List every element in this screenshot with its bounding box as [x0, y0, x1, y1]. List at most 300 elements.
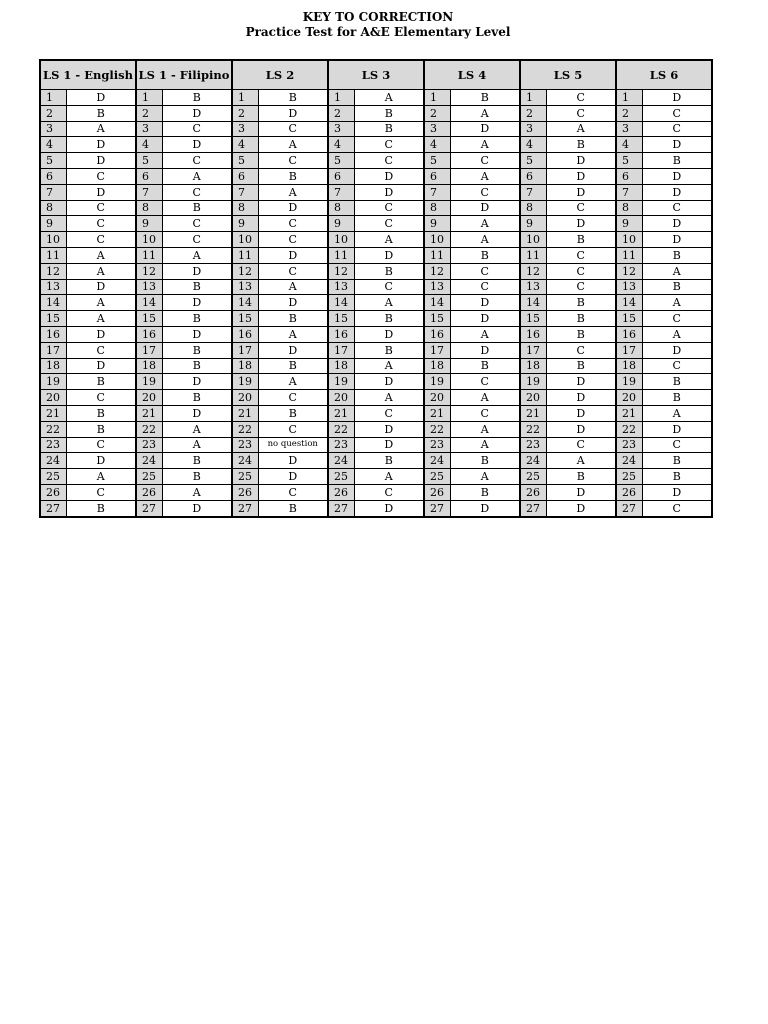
item-number: 10 [136, 232, 162, 248]
item-number: 9 [232, 216, 258, 232]
table-row [40, 105, 712, 121]
answer-cell: C [66, 168, 136, 184]
item-number: 7 [136, 184, 162, 200]
item-number: 12 [232, 263, 258, 279]
item-number: 7 [424, 184, 450, 200]
answer-cell: D [546, 216, 616, 232]
document-header [0, 10, 756, 40]
item-number: 4 [424, 137, 450, 153]
answer-cell: B [258, 168, 328, 184]
answer-cell: C [546, 105, 616, 121]
item-number: 6 [232, 168, 258, 184]
answer-cell: C [162, 184, 232, 200]
answer-key-table [39, 59, 713, 518]
answer-cell: B [354, 105, 424, 121]
answer-cell: D [66, 137, 136, 153]
item-number: 12 [40, 263, 66, 279]
answer-cell: B [642, 374, 712, 390]
answer-cell: D [354, 421, 424, 437]
item-number: 27 [616, 500, 642, 516]
item-number: 25 [616, 469, 642, 485]
column-header: LS 1 - English [40, 60, 136, 90]
item-number: 2 [520, 105, 546, 121]
table-row [40, 279, 712, 295]
answer-cell: D [162, 374, 232, 390]
item-number: 23 [40, 437, 66, 453]
answer-cell: D [66, 326, 136, 342]
answer-cell: A [354, 358, 424, 374]
item-number: 3 [424, 121, 450, 137]
answer-cell: C [66, 484, 136, 500]
item-number: 14 [232, 295, 258, 311]
item-number: 20 [232, 390, 258, 406]
answer-cell: C [66, 437, 136, 453]
item-number: 2 [136, 105, 162, 121]
answer-cell: B [642, 390, 712, 406]
item-number: 6 [616, 168, 642, 184]
table-row [40, 469, 712, 485]
item-number: 26 [424, 484, 450, 500]
answer-cell: D [546, 405, 616, 421]
table-row [40, 184, 712, 200]
table-row [40, 326, 712, 342]
answer-cell: D [66, 184, 136, 200]
item-number: 18 [232, 358, 258, 374]
item-number: 24 [40, 453, 66, 469]
table-row [40, 200, 712, 216]
answer-cell: D [258, 295, 328, 311]
answer-cell: A [450, 326, 520, 342]
answer-cell: B [642, 453, 712, 469]
item-number: 14 [136, 295, 162, 311]
answer-cell: B [162, 390, 232, 406]
answer-cell: D [642, 232, 712, 248]
item-number: 18 [520, 358, 546, 374]
item-number: 3 [616, 121, 642, 137]
table-row [40, 216, 712, 232]
item-number: 21 [616, 405, 642, 421]
item-number: 13 [40, 279, 66, 295]
answer-cell: A [162, 437, 232, 453]
answer-cell: B [258, 405, 328, 421]
item-number: 24 [424, 453, 450, 469]
answer-cell: D [450, 500, 520, 516]
answer-cell: B [450, 484, 520, 500]
answer-cell: D [642, 216, 712, 232]
answer-cell: D [258, 469, 328, 485]
item-number: 3 [520, 121, 546, 137]
answer-cell: A [162, 484, 232, 500]
answer-cell: D [66, 153, 136, 169]
item-number: 21 [520, 405, 546, 421]
item-number: 1 [136, 90, 162, 106]
answer-cell: B [450, 90, 520, 106]
item-number: 18 [136, 358, 162, 374]
item-number: 6 [40, 168, 66, 184]
answer-cell: C [162, 232, 232, 248]
item-number: 17 [424, 342, 450, 358]
item-number: 4 [616, 137, 642, 153]
answer-cell: D [450, 295, 520, 311]
answer-cell: D [162, 263, 232, 279]
item-number: 4 [328, 137, 354, 153]
table-row [40, 390, 712, 406]
answer-cell: D [546, 374, 616, 390]
answer-cell: A [354, 390, 424, 406]
answer-cell: A [66, 247, 136, 263]
table-row [40, 121, 712, 137]
item-number: 13 [232, 279, 258, 295]
item-number: 9 [616, 216, 642, 232]
answer-cell: A [66, 263, 136, 279]
answer-cell: A [450, 469, 520, 485]
answer-cell: A [162, 247, 232, 263]
item-number: 21 [328, 405, 354, 421]
answer-cell: A [642, 263, 712, 279]
answer-cell: A [258, 326, 328, 342]
table-row [40, 484, 712, 500]
answer-cell: D [162, 137, 232, 153]
item-number: 17 [136, 342, 162, 358]
item-number: 19 [328, 374, 354, 390]
item-number: 4 [520, 137, 546, 153]
item-number: 24 [232, 453, 258, 469]
answer-cell: C [642, 500, 712, 516]
item-number: 10 [40, 232, 66, 248]
answer-cell: B [642, 469, 712, 485]
answer-cell: B [546, 469, 616, 485]
answer-cell: B [450, 453, 520, 469]
item-number: 22 [232, 421, 258, 437]
item-number: 8 [40, 200, 66, 216]
answer-cell: B [258, 311, 328, 327]
item-number: 5 [328, 153, 354, 169]
item-number: 17 [328, 342, 354, 358]
answer-cell: D [258, 247, 328, 263]
answer-cell: B [546, 311, 616, 327]
item-number: 26 [328, 484, 354, 500]
table-row [40, 168, 712, 184]
item-number: 9 [424, 216, 450, 232]
item-number: 19 [520, 374, 546, 390]
answer-cell: A [66, 311, 136, 327]
answer-cell: C [450, 374, 520, 390]
item-number: 16 [616, 326, 642, 342]
answer-cell: C [354, 200, 424, 216]
item-number: 14 [40, 295, 66, 311]
item-number: 7 [328, 184, 354, 200]
item-number: 24 [136, 453, 162, 469]
answer-cell: C [258, 390, 328, 406]
item-number: 1 [616, 90, 642, 106]
item-number: 15 [424, 311, 450, 327]
column-header: LS 1 - Filipino [136, 60, 232, 90]
item-number: 8 [232, 200, 258, 216]
item-number: 11 [232, 247, 258, 263]
answer-cell: C [258, 263, 328, 279]
item-number: 18 [616, 358, 642, 374]
answer-cell: D [546, 184, 616, 200]
answer-cell: D [450, 200, 520, 216]
answer-cell: D [642, 90, 712, 106]
answer-cell: D [66, 453, 136, 469]
answer-cell: D [450, 342, 520, 358]
item-number: 23 [424, 437, 450, 453]
answer-cell: D [642, 184, 712, 200]
item-number: 6 [520, 168, 546, 184]
item-number: 26 [616, 484, 642, 500]
table-body [40, 90, 712, 517]
item-number: 13 [520, 279, 546, 295]
table-row [40, 232, 712, 248]
answer-cell: B [162, 469, 232, 485]
answer-cell: A [258, 184, 328, 200]
answer-cell: A [642, 326, 712, 342]
item-number: 14 [328, 295, 354, 311]
item-number: 19 [40, 374, 66, 390]
item-number: 22 [424, 421, 450, 437]
answer-cell: A [66, 295, 136, 311]
item-number: 23 [328, 437, 354, 453]
answer-cell: B [546, 232, 616, 248]
answer-cell: A [66, 469, 136, 485]
answer-cell: B [258, 90, 328, 106]
item-number: 22 [520, 421, 546, 437]
answer-cell: C [642, 121, 712, 137]
item-number: 18 [40, 358, 66, 374]
answer-cell: B [162, 279, 232, 295]
answer-cell: D [354, 184, 424, 200]
answer-cell: B [354, 453, 424, 469]
answer-cell: C [546, 263, 616, 279]
column-header: LS 3 [328, 60, 424, 90]
item-number: 27 [424, 500, 450, 516]
answer-cell: D [162, 295, 232, 311]
item-number: 27 [136, 500, 162, 516]
answer-cell: A [642, 405, 712, 421]
answer-cell: D [66, 358, 136, 374]
answer-cell: B [642, 247, 712, 263]
item-number: 25 [520, 469, 546, 485]
item-number: 24 [520, 453, 546, 469]
answer-cell: C [66, 216, 136, 232]
answer-cell: no question [258, 437, 328, 453]
table-row [40, 500, 712, 516]
answer-cell: C [258, 484, 328, 500]
answer-cell: C [450, 184, 520, 200]
item-number: 5 [232, 153, 258, 169]
item-number: 12 [136, 263, 162, 279]
item-number: 22 [328, 421, 354, 437]
answer-cell: D [642, 342, 712, 358]
answer-cell: C [642, 437, 712, 453]
table-row [40, 311, 712, 327]
answer-cell: D [546, 500, 616, 516]
answer-cell: A [450, 232, 520, 248]
item-number: 15 [232, 311, 258, 327]
answer-cell: D [546, 168, 616, 184]
item-number: 13 [616, 279, 642, 295]
item-number: 6 [424, 168, 450, 184]
item-number: 20 [328, 390, 354, 406]
item-number: 16 [520, 326, 546, 342]
item-number: 3 [136, 121, 162, 137]
answer-cell: A [162, 421, 232, 437]
item-number: 13 [328, 279, 354, 295]
table-row [40, 421, 712, 437]
answer-cell: A [258, 279, 328, 295]
item-number: 24 [328, 453, 354, 469]
answer-cell: C [450, 153, 520, 169]
answer-cell: B [162, 358, 232, 374]
item-number: 17 [520, 342, 546, 358]
item-number: 21 [40, 405, 66, 421]
answer-cell: A [354, 469, 424, 485]
item-number: 7 [520, 184, 546, 200]
answer-cell: D [66, 90, 136, 106]
table-header-row [40, 60, 712, 90]
answer-cell: C [642, 105, 712, 121]
item-number: 2 [232, 105, 258, 121]
item-number: 3 [40, 121, 66, 137]
item-number: 11 [616, 247, 642, 263]
answer-cell: C [258, 153, 328, 169]
answer-cell: D [546, 390, 616, 406]
answer-cell: B [546, 326, 616, 342]
answer-cell: C [66, 200, 136, 216]
answer-cell: A [354, 232, 424, 248]
answer-cell: D [162, 500, 232, 516]
item-number: 13 [424, 279, 450, 295]
item-number: 27 [328, 500, 354, 516]
answer-cell: B [258, 500, 328, 516]
item-number: 21 [232, 405, 258, 421]
answer-cell: B [258, 358, 328, 374]
item-number: 14 [616, 295, 642, 311]
answer-cell: D [162, 105, 232, 121]
answer-cell: C [354, 153, 424, 169]
item-number: 25 [328, 469, 354, 485]
answer-cell: C [546, 90, 616, 106]
item-number: 17 [232, 342, 258, 358]
table-row [40, 374, 712, 390]
column-header: LS 5 [520, 60, 616, 90]
answer-cell: A [450, 390, 520, 406]
answer-cell: C [450, 263, 520, 279]
table-row [40, 137, 712, 153]
item-number: 2 [424, 105, 450, 121]
answer-cell: D [162, 326, 232, 342]
answer-cell: C [354, 137, 424, 153]
answer-cell: C [450, 405, 520, 421]
answer-cell: C [66, 390, 136, 406]
answer-cell: C [162, 216, 232, 232]
answer-cell: C [162, 153, 232, 169]
item-number: 22 [40, 421, 66, 437]
answer-cell: B [162, 90, 232, 106]
answer-cell: C [354, 405, 424, 421]
table-row [40, 153, 712, 169]
item-number: 3 [328, 121, 354, 137]
item-number: 21 [424, 405, 450, 421]
item-number: 16 [232, 326, 258, 342]
answer-cell: A [450, 137, 520, 153]
item-number: 16 [136, 326, 162, 342]
document-subtitle: Practice Test for A&E Elementary Level [245, 25, 511, 39]
table-row [40, 295, 712, 311]
item-number: 9 [40, 216, 66, 232]
item-number: 5 [40, 153, 66, 169]
item-number: 20 [136, 390, 162, 406]
answer-cell: D [642, 137, 712, 153]
item-number: 19 [616, 374, 642, 390]
answer-cell: B [162, 453, 232, 469]
item-number: 10 [424, 232, 450, 248]
answer-cell: A [546, 121, 616, 137]
item-number: 5 [136, 153, 162, 169]
table-row [40, 342, 712, 358]
answer-cell: D [546, 484, 616, 500]
answer-cell: D [258, 342, 328, 358]
item-number: 18 [424, 358, 450, 374]
item-number: 16 [424, 326, 450, 342]
item-number: 16 [40, 326, 66, 342]
answer-cell: C [258, 216, 328, 232]
answer-cell: C [546, 200, 616, 216]
answer-cell: D [66, 279, 136, 295]
item-number: 13 [136, 279, 162, 295]
answer-cell: B [642, 279, 712, 295]
answer-cell: C [354, 279, 424, 295]
table-row [40, 247, 712, 263]
answer-cell: D [354, 247, 424, 263]
answer-cell: A [354, 90, 424, 106]
answer-cell: B [354, 311, 424, 327]
answer-cell: C [546, 279, 616, 295]
table-row [40, 405, 712, 421]
item-number: 5 [424, 153, 450, 169]
item-number: 15 [136, 311, 162, 327]
item-number: 7 [232, 184, 258, 200]
answer-cell: B [546, 358, 616, 374]
item-number: 26 [520, 484, 546, 500]
answer-cell: C [258, 121, 328, 137]
item-number: 10 [328, 232, 354, 248]
item-number: 20 [616, 390, 642, 406]
answer-cell: C [546, 342, 616, 358]
answer-cell: D [546, 153, 616, 169]
item-number: 11 [136, 247, 162, 263]
item-number: 9 [520, 216, 546, 232]
item-number: 1 [520, 90, 546, 106]
item-number: 9 [328, 216, 354, 232]
item-number: 12 [328, 263, 354, 279]
answer-cell: D [258, 200, 328, 216]
answer-cell: D [354, 500, 424, 516]
answer-cell: B [66, 405, 136, 421]
answer-cell: A [546, 453, 616, 469]
item-number: 26 [232, 484, 258, 500]
item-number: 24 [616, 453, 642, 469]
answer-cell: C [258, 232, 328, 248]
answer-cell: D [162, 405, 232, 421]
item-number: 3 [232, 121, 258, 137]
item-number: 26 [136, 484, 162, 500]
answer-cell: B [354, 121, 424, 137]
answer-cell: B [162, 311, 232, 327]
item-number: 1 [40, 90, 66, 106]
answer-cell: D [642, 421, 712, 437]
